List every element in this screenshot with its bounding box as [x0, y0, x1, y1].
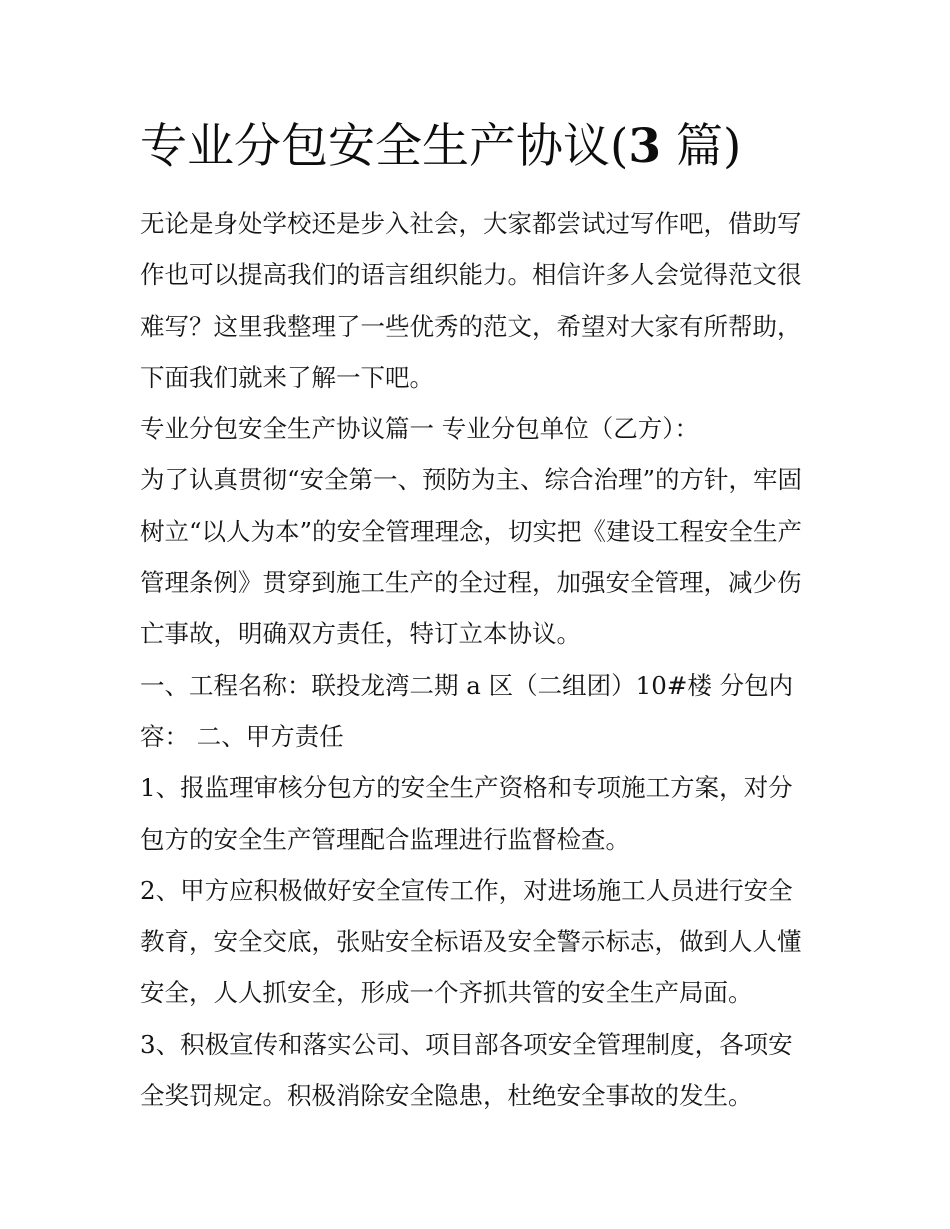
intro-line-1: 无论是身处学校还是步入社会，大家都尝试过写作吧，借助写 [140, 209, 802, 238]
intro-line-3: 难写？这里我整理了一些优秀的范文，希望对大家有所帮助， [140, 311, 802, 341]
project-name-line-2: 容： 二、甲方责任 [140, 721, 344, 751]
intro-line-2: 作也可以提高我们的语言组织能力。相信许多人会觉得范文很 [140, 260, 802, 290]
preamble-line-1: 为了认真贯彻“安全第一、预防为主、综合治理”的方针，牢固 [140, 465, 803, 495]
section-heading-line: 专业分包安全生产协议篇一 专业分包单位（乙方）： [140, 414, 700, 444]
document-body [140, 198, 830, 1121]
preamble-line-2: 树立“以人为本”的安全管理理念，切实把《建设工程安全生产 [140, 516, 803, 546]
title-main: 专业分包安全生产协议( [140, 119, 629, 174]
clause-2-line-2: 教育，安全交底，张贴安全标语及安全警示标志，做到人人懂 [140, 927, 802, 957]
preamble-line-4: 亡事故，明确双方责任，特订立本协议。 [140, 619, 581, 649]
title-number: 3 [628, 119, 662, 174]
intro-line-4: 下面我们就来了解一下吧。 [140, 362, 434, 392]
title-suffix: 篇) [661, 119, 742, 174]
document-title [140, 112, 741, 182]
preamble-line-3: 管理条例》贯穿到施工生产的全过程，加强安全管理，减少伤 [140, 568, 802, 598]
clause-1-line-2: 包方的安全生产管理配合监理进行监督检查。 [140, 824, 630, 854]
clause-1-line-1: 1、报监理审核分包方的安全生产资格和专项施工方案，对分 [140, 773, 793, 803]
clause-2-line-1: 2、甲方应积极做好安全宣传工作，对进场施工人员进行安全 [140, 875, 793, 905]
clause-3-line-1: 3、积极宣传和落实公司、项目部各项安全管理制度，各项安 [140, 1029, 793, 1059]
project-name-line-1: 一、工程名称：联投龙湾二期 a 区（二组团）10#楼 分包内 [140, 670, 794, 700]
clause-3-line-2: 全奖罚规定。积极消除安全隐患，杜绝安全事故的发生。 [140, 1081, 753, 1111]
clause-2-line-3: 安全，人人抓安全，形成一个齐抓共管的安全生产局面。 [140, 978, 753, 1008]
